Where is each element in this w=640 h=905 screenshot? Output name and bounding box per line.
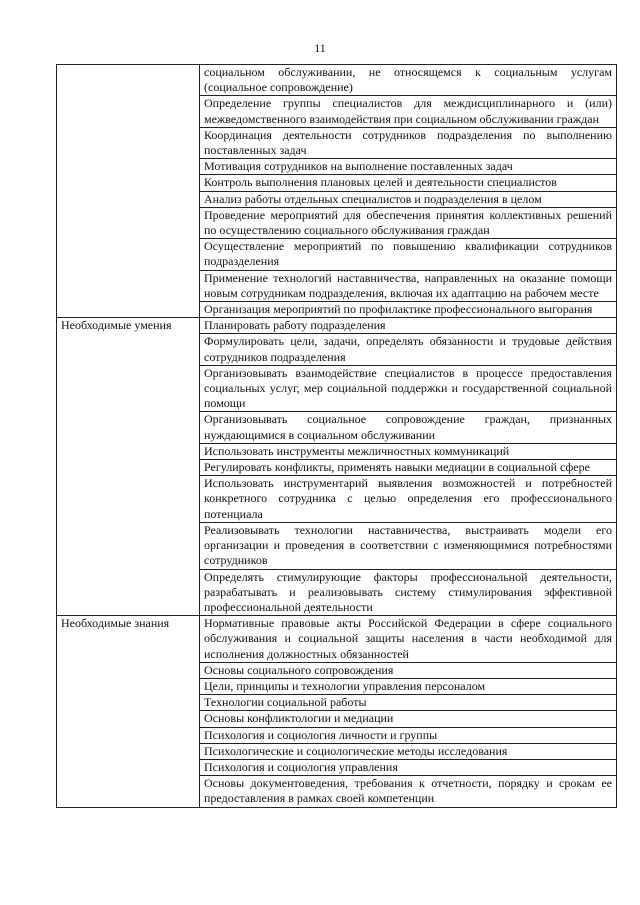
requirement-item: Формулировать цели, задачи, определять обязанности и трудовые действия сотрудников подразделения [200, 334, 617, 365]
requirement-item: Определение группы специалистов для междисциплинарного и (или) межведомственного взаимодействия при социальном обслуживании граждан [200, 96, 617, 127]
requirement-item: Осуществление мероприятий по повышению квалификации сотрудников подразделения [200, 239, 617, 270]
requirement-item: Основы документоведения, требования к отчетности, порядку и срокам ее предоставления в рамках своей компетенции [200, 776, 617, 807]
requirement-item: Использовать инструментарий выявления возможностей и потребностей конкретного сотрудника с целью определения его профессионального потенциала [200, 476, 617, 523]
requirement-item: Реализовывать технологии наставничества, выстраивать модели его организации и проведения в соответствии с изменяющимися потребностями сотрудников [200, 522, 617, 569]
requirement-item: Определять стимулирующие факторы профессиональной деятельности, разрабатывать и реализовывать систему стимулирования эффективной профессиональной деятельности [200, 569, 617, 616]
requirement-item: Контроль выполнения плановых целей и деятельности специалистов [200, 175, 617, 191]
section-label: Необходимые знания [57, 616, 200, 807]
requirement-item: Психология и социология личности и группы [200, 727, 617, 743]
requirements-table-body [57, 65, 617, 808]
requirement-item: Организовывать взаимодействие специалистов в процессе предоставления социальных услуг, мер социальной поддержки и государственной социальной помощи [200, 365, 617, 412]
requirement-item: Координация деятельности сотрудников подразделения по выполнению поставленных задач [200, 127, 617, 158]
table-row [57, 616, 617, 663]
requirement-item: Анализ работы отдельных специалистов и подразделения в целом [200, 191, 617, 207]
requirement-item: Проведение мероприятий для обеспечения принятия коллективных решений по осуществлению социального обслуживания граждан [200, 207, 617, 238]
requirement-item: Цели, принципы и технологии управления персоналом [200, 678, 617, 694]
table-row [57, 65, 617, 96]
requirement-item: Мотивация сотрудников на выполнение поставленных задач [200, 159, 617, 175]
requirement-item: Планировать работу подразделения [200, 318, 617, 334]
section-label: Необходимые умения [57, 318, 200, 616]
page-number: 11 [314, 41, 326, 55]
table-row [57, 318, 617, 334]
requirement-item: Организовывать социальное сопровождение граждан, признанных нуждающимися в социальном обслуживании [200, 412, 617, 443]
requirement-item: Основы конфликтологии и медиации [200, 711, 617, 727]
requirement-item: Основы социального сопровождения [200, 662, 617, 678]
requirement-item: Регулировать конфликты, применять навыки медиации в социальной сфере [200, 460, 617, 476]
requirement-item: Психологические и социологические методы исследования [200, 743, 617, 759]
requirement-item: Психология и социология управления [200, 759, 617, 775]
section-label [57, 65, 200, 318]
requirement-item: социальном обслуживании, не относящемся к социальным услугам (социальное сопровождение) [200, 65, 617, 96]
requirement-item: Использовать инструменты межличностных коммуникаций [200, 443, 617, 459]
requirement-item: Технологии социальной работы [200, 695, 617, 711]
requirement-item: Нормативные правовые акты Российской Федерации в сфере социального обслуживания и социальной защиты населения в части необходимой для исполнения должностных обязанностей [200, 616, 617, 663]
requirement-item: Организация мероприятий по профилактике профессионального выгорания [200, 302, 617, 318]
requirement-item: Применение технологий наставничества, направленных на оказание помощи новым сотрудникам подразделения, включая их адаптацию на рабочем месте [200, 270, 617, 301]
requirements-table [56, 64, 617, 808]
